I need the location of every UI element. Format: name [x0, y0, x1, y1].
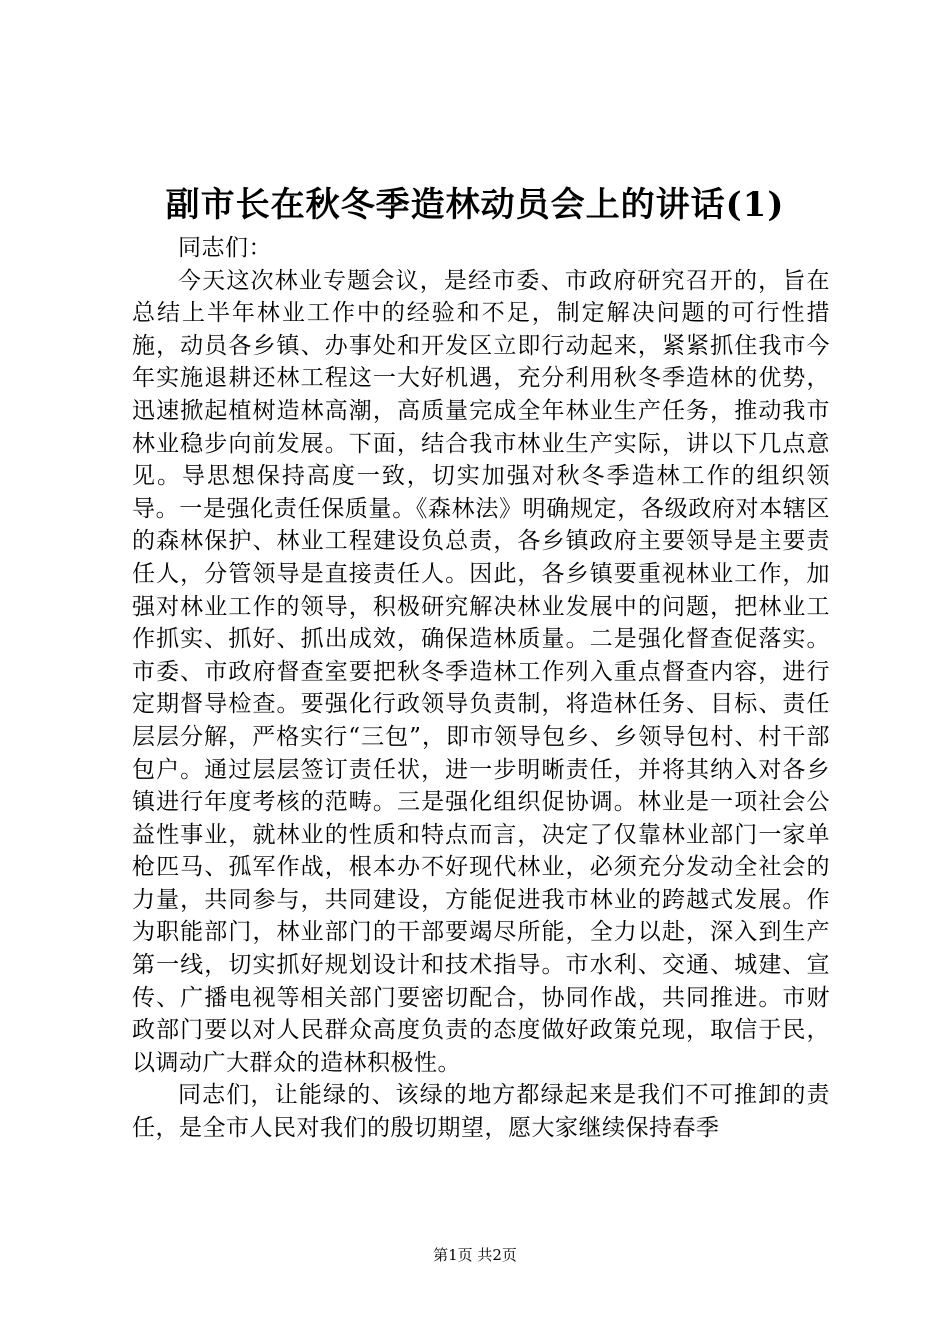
document-body	[132, 232, 830, 1145]
closing-paragraph: 同志们，让能绿的、该绿的地方都绿起来是我们不可推卸的责任，是全市人民对我们的殷切期望，愿大家继续保持春季	[132, 1082, 830, 1142]
main-paragraph: 今天这次林业专题会议，是经市委、市政府研究召开的，旨在总结上半年林业工作中的经验和不足，制定解决问题的可行性措施，动员各乡镇、办事处和开发区立即行动起来，紧紧抓住我市今年实施退耕还林工程这一大好机遇，充分利用秋冬季造林的优势，迅速掀起植树造林高潮，高质量完成全年林业生产任务，推动我市林业稳步向前发展。下面，结合我市林业生产实际，讲以下几点意见。导思想保持高度一致，切实加强对秋冬季造林工作的组织领导。一是强化责任保质量。《森林法》明确规定，各级政府对本辖区的森林保护、林业工程建设负总责，各乡镇政府主要领导是主要责任人，分管领导是直接责任人。因此，各乡镇要重视林业工作，加强对林业工作的领导，积极研究解决林业发展中的问题，把林业工作抓实、抓好、抓出成效，确保造林质量。二是强化督查促落实。市委、市政府督查室要把秋冬季造林工作列入重点督查内容，进行定期督导检查。要强化行政领导负责制，将造林任务、目标、责任层层分解，严格实行“三包”，即市领导包乡、乡领导包村、村干部包户。通过层层签订责任状，进一步明晰责任，并将其纳入对各乡镇进行年度考核的范畴。三是强化组织促协调。林业是一项社会公益性事业，就林业的性质和特点而言，决定了仅靠林业部门一家单枪匹马、孤军作战，根本办不好现代林业，必须充分发动全社会的力量，共同参与，共同建设，方能促进我市林业的跨越式发展。作为职能部门，林业部门的干部要竭尽所能，全力以赴，深入到生产第一线，切实抓好规划设计和技术指导。市水利、交通、城建、宣传、广播电视等相关部门要密切配合，协同作战，共同推进。市财政部门要以对人民群众高度负责的态度做好政策兑现，取信于民，以调动广大群众的造林积极性。	[132, 267, 830, 1076]
page-footer: 第1页 共2页	[433, 1246, 517, 1264]
document-title: 副市长在秋冬季造林动员会上的讲话(1)	[165, 185, 785, 225]
salutation-paragraph: 同志们：	[178, 235, 272, 261]
